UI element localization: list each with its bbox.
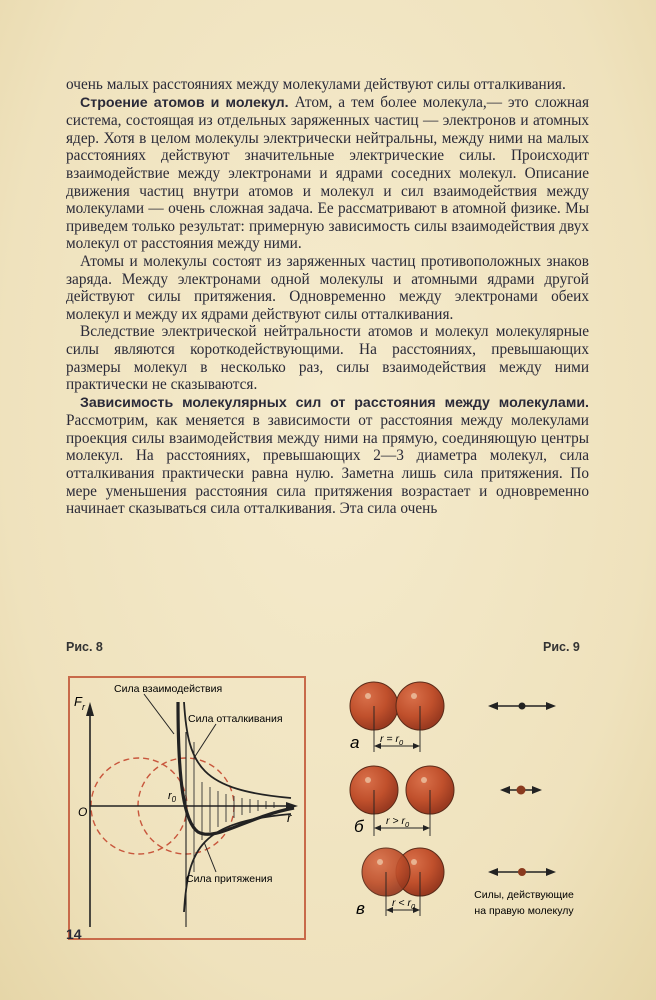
relation-b: $r > r_0$	[386, 815, 410, 829]
case-label-c: в	[356, 899, 365, 918]
section-heading-force-dependence: Зависимость молекулярных сил от расстояния между молекулами.	[80, 394, 589, 411]
x-axis-label: r	[287, 810, 292, 825]
paragraph-force-dependence: Зависимость молекулярных сил от расстояния между молекулами. Рассмотрим, как меняется в зависимости от расстояния между молекулами проекция силы взаимодействия между ними на прямую, соединяющую центры молекул. На расстояниях, превышающих 2—3 диаметра молекул, сила отталкивания практически равна нулю. Заметна лишь сила притяжения. По мере уменьшения расстояния сила притяжения возрастает и одновременно начинает сказываться сила отталкивания. Эта сила очень	[66, 394, 589, 518]
figure-9-molecule-pairs	[336, 672, 596, 934]
origin-label: O	[78, 805, 88, 819]
paragraph-atom-structure: Строение атомов и молекул. Атом, а тем более молекула,— это сложная система, состоящая из отдельных заряженных частиц — электронов и атомных ядер. Хотя в целом молекулы электрически нейтральны, между ними на малых расстояниях действуют значительные электрические силы. Происходит взаимодействие между электронами и ядрами соседних молекул. Описание движения частиц внутри атомов и молекул и сил взаимодействия между молекулами — очень сложная задача. Ее рассматривают в атомной физике. Мы приведем только результат: примерную зависимость силы взаимодействия двух молекул от расстояния между ними.	[66, 93, 589, 253]
pair-a	[350, 682, 556, 752]
page-number: 14	[66, 926, 82, 942]
pair-b	[350, 766, 542, 836]
y-axis-arrow	[86, 702, 94, 716]
attraction-curve	[184, 814, 291, 912]
paragraph-continuation: очень малых расстояниях между молекулами действуют силы отталкивания.	[66, 76, 566, 93]
hatching	[194, 742, 274, 872]
relation-a: $r = r_0$	[380, 733, 404, 747]
case-label-a: а	[350, 733, 360, 752]
figure-8-force-graph	[66, 672, 310, 944]
r0-label: $r_0$	[168, 790, 177, 804]
paragraph-charged-particles: Атомы и молекулы состоят из заряженных частиц противоположных знаков заряда. Между электронами одной молекулы и атомными ядрами другой действуют силы притяжения. Одновременно между электронами обеих молекул и между их ядрами действуют силы отталкивания.	[66, 252, 589, 323]
leader-attraction	[204, 842, 216, 872]
figure-8-label: Рис. 8	[66, 640, 103, 654]
label-repulsion: Сила отталкивания	[188, 713, 283, 725]
caption-line-2: на правую молекулу	[474, 905, 574, 917]
leader-repulsion	[194, 724, 216, 758]
label-total-force: Сила взаимодействия	[114, 683, 223, 695]
label-attraction: Сила притяжения	[186, 873, 273, 885]
case-label-b: б	[354, 817, 364, 836]
section-heading-atom-structure: Строение атомов и молекул.	[80, 94, 289, 111]
figure-9-label: Рис. 9	[543, 640, 580, 654]
body-text	[66, 76, 589, 518]
y-axis-label: $F_r$	[74, 694, 85, 712]
caption-line-1: Силы, действующие	[474, 889, 574, 901]
paragraph-short-range: Вследствие электрической нейтральности атомов и молекул молекулярные силы являются короткодействующими. На расстояниях, превышающих размеры молекул в несколько раз, силы взаимодействия между ними практически не сказываются.	[66, 323, 589, 394]
leader-total	[144, 694, 174, 734]
relation-c: $r < r_0$	[392, 897, 416, 911]
